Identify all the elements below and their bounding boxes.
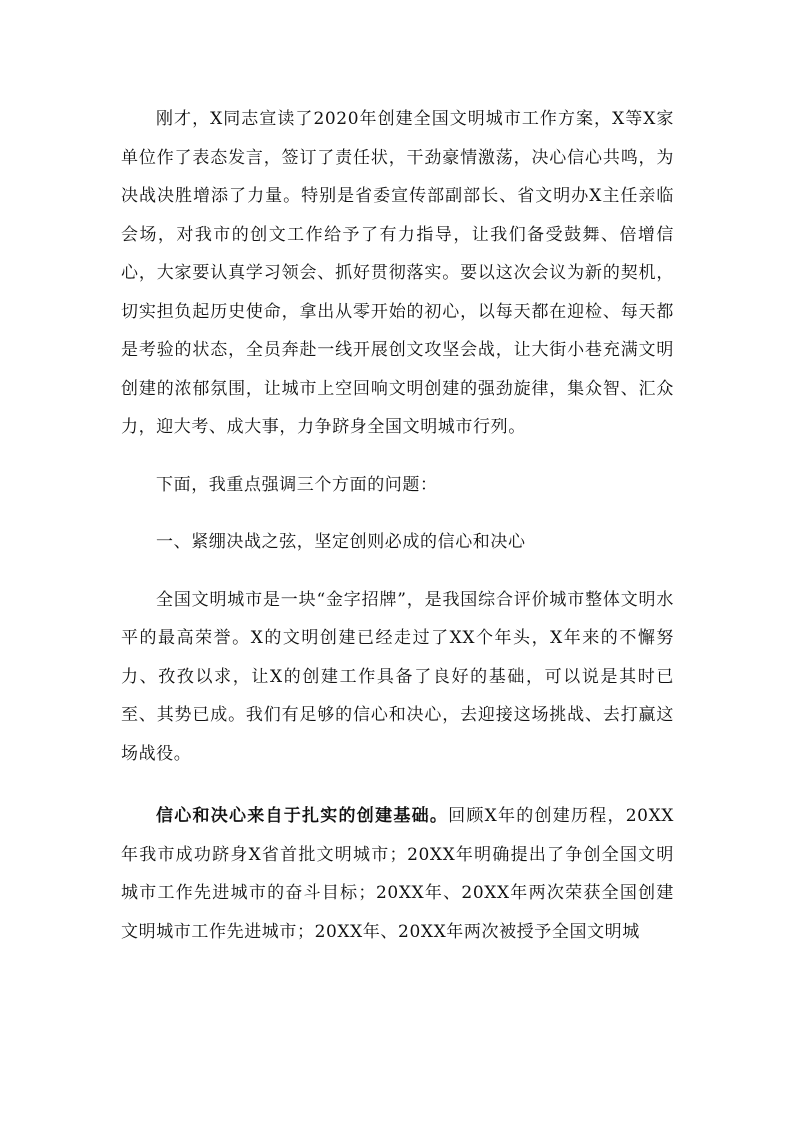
paragraph-lead-sentence: 信心和决心来自于扎实的创建基础。	[156, 806, 449, 826]
paragraph-foundation-text: 回顾X年的创建历程，20XX年我市成功跻身X省首批文明城市；20XX年明确提出了争创全国文明城市工作先进城市的奋斗目标；20XX年、20XX年两次荣获全国创建文明城市工作先进城市；20XX年、20XX年两次被授予全国文明城	[121, 806, 674, 942]
paragraph-spacer	[121, 773, 674, 797]
paragraph-spacer	[121, 562, 674, 581]
section-heading-1: 一、紧绷决战之弦，坚定创则必成的信心和决心	[156, 532, 526, 552]
paragraph-intro: 下面，我重点强调三个方面的问题：	[156, 474, 438, 495]
paragraph-section-1-body: 全国文明城市是一块“金字招牌”，是我国综合评价城市整体文明水平的最高荣誉。X的文明创建已经走过了XX个年头，X年来的不懈努力、孜孜以求，让X的创建工作具备了良好的基础，可以说是其时已至、其势已成。我们有足够的信心和决心，去迎接这场挑战、去打赢这场战役。	[121, 589, 674, 764]
paragraph-spacer	[121, 504, 674, 523]
document-body	[121, 100, 674, 951]
paragraph-foundation	[121, 797, 674, 951]
paragraph-opening: 刚才，X同志宣读了2020年创建全国文明城市工作方案，X等X家单位作了表态发言，签订了责任状，干劲豪情激荡，决心信心共鸣，为决战决胜增添了力量。特别是省委宣传部副部长、省文明办X主任亲临会场，对我市的创文工作给予了有力指导，让我们备受鼓舞、倍增信心，大家要认真学习领会、抓好贯彻落实。要以这次会议为新的契机，切实担负起历史使命，拿出从零开始的初心，以每天都在迎检、每天都是考验的状态，全员奔赴一线开展创文攻坚会战，让大街小巷充满文明创建的浓郁氛围，让城市上空回响文明创建的强劲旋律，集众智、汇众力，迎大考、成大事，力争跻身全国文明城市行列。	[121, 109, 674, 437]
paragraph-spacer	[121, 447, 674, 466]
